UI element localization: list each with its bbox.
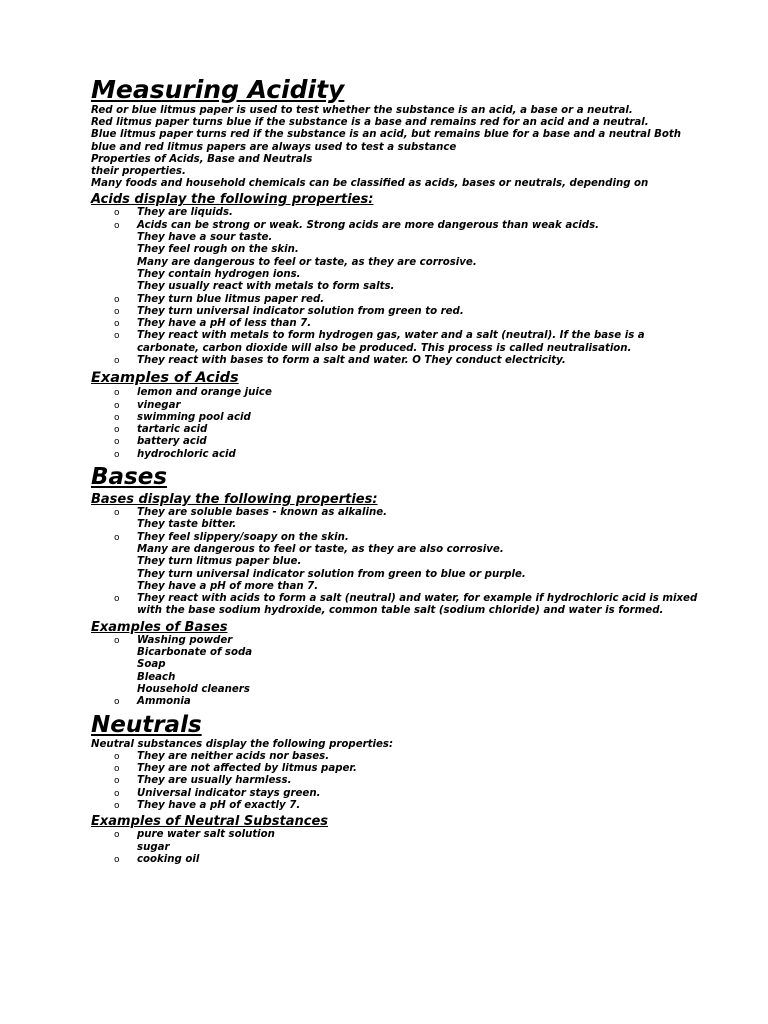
list-item xyxy=(91,556,708,568)
list-item xyxy=(91,829,708,841)
list-item-text: lemon and orange juice xyxy=(137,387,272,399)
list-item xyxy=(91,294,708,306)
list-item-text: cooking oil xyxy=(137,853,200,865)
list-item xyxy=(91,672,708,684)
bullet-icon: o xyxy=(114,854,120,865)
list-item-text: tartaric acid xyxy=(137,424,208,436)
bullet-icon: o xyxy=(114,830,120,841)
bullet-icon: o xyxy=(114,355,120,366)
bullet-icon: o xyxy=(114,220,120,231)
bullet-icon: o xyxy=(114,294,120,305)
bullet-icon: o xyxy=(114,449,120,460)
intro-block xyxy=(91,105,708,190)
bullet-icon: o xyxy=(114,388,120,399)
list-item-text: They feel slippery/soapy on the skin. xyxy=(137,531,349,543)
bullet-icon: o xyxy=(114,331,120,342)
list-item xyxy=(91,436,708,448)
intro-paragraph: Red litmus paper turns blue if the substance is a base and remains red for an acid and a neutral. xyxy=(91,117,649,129)
list-item-text: They react with acids to form a salt (neutral) and water, for example if hydrochloric acid is mixed with the base sodium hydroxide, common table salt (sodium chloride) and water is formed. xyxy=(137,593,698,617)
list-item-text: battery acid xyxy=(137,436,207,448)
bullet-icon: o xyxy=(114,764,120,775)
bullet-icon: o xyxy=(114,532,120,543)
list-item-text: They feel rough on the skin. xyxy=(137,244,299,256)
list-item-text: Acids can be strong or weak. Strong acids are more dangerous than weak acids. xyxy=(137,219,600,231)
list-item-text: They contain hydrogen ions. xyxy=(137,268,301,280)
list-item-text: Ammonia xyxy=(137,696,191,708)
acid-examples-list xyxy=(91,387,708,461)
page-title: Measuring Acidity xyxy=(91,75,345,104)
list-item xyxy=(91,207,708,219)
bullet-icon: o xyxy=(114,412,120,423)
acids-properties-heading: Acids display the following properties: xyxy=(91,192,374,208)
list-item xyxy=(91,269,708,281)
list-item-text: Household cleaners xyxy=(137,683,250,695)
list-item xyxy=(91,232,708,244)
intro-paragraph: their properties. xyxy=(91,166,186,178)
list-item-text: They usually react with metals to form salts. xyxy=(137,281,395,293)
list-item-text: They are liquids. xyxy=(137,207,233,219)
list-item xyxy=(91,775,708,787)
list-item-text: swimming pool acid xyxy=(137,411,251,423)
list-item xyxy=(91,800,708,812)
bullet-icon: o xyxy=(114,635,120,646)
list-item-text: Bleach xyxy=(137,671,176,683)
bullet-icon: o xyxy=(114,208,120,219)
list-item xyxy=(91,788,708,800)
base-examples-heading: Examples of Bases xyxy=(91,619,228,635)
intro-paragraph: Red or blue litmus paper is used to test whether the substance is an acid, a base or a neutral. xyxy=(91,105,633,116)
intro-paragraph: Blue litmus paper turns red if the substance is an acid, but remains blue for a base and a neutral Both blue and red litmus papers are always used to test a substance xyxy=(91,129,681,153)
list-item xyxy=(91,318,708,330)
bases-properties-list xyxy=(91,507,708,618)
list-item xyxy=(91,684,708,696)
list-item xyxy=(91,544,708,556)
list-item xyxy=(91,581,708,593)
list-item-text: sugar xyxy=(137,841,170,853)
list-item xyxy=(91,281,708,293)
list-item-text: They react with bases to form a salt and water. O They conduct electricity. xyxy=(137,354,566,366)
bullet-icon: o xyxy=(114,594,120,605)
list-item-text: They have a pH of more than 7. xyxy=(137,580,319,592)
list-item-text: Bicarbonate of soda xyxy=(137,647,253,659)
list-item xyxy=(91,532,708,544)
list-item xyxy=(91,569,708,581)
list-item xyxy=(91,387,708,399)
bases-title: Bases xyxy=(91,464,168,491)
list-item xyxy=(91,257,708,269)
list-item xyxy=(91,854,708,866)
bases-properties-heading: Bases display the following properties: xyxy=(91,492,378,508)
list-item xyxy=(91,220,708,232)
list-item-text: They are not affected by litmus paper. xyxy=(137,763,357,775)
list-item-text: Washing powder xyxy=(137,634,233,646)
list-item xyxy=(91,244,708,256)
list-item-text: They have a pH of less than 7. xyxy=(137,318,312,330)
bullet-icon: o xyxy=(114,800,120,811)
list-item-text: Universal indicator stays green. xyxy=(137,787,321,799)
list-item-text: Many are dangerous to feel or taste, as they are corrosive. xyxy=(137,256,477,268)
list-item-text: hydrochloric acid xyxy=(137,448,236,460)
list-item xyxy=(91,306,708,318)
list-item xyxy=(91,424,708,436)
neutrals-properties-list xyxy=(91,751,708,812)
list-item-text: They taste bitter. xyxy=(137,519,237,531)
list-item xyxy=(91,449,708,461)
bullet-icon: o xyxy=(114,788,120,799)
list-item-text: Many are dangerous to feel or taste, as they are also corrosive. xyxy=(137,543,504,555)
list-item-text: pure water salt solution xyxy=(137,829,275,841)
list-item xyxy=(91,763,708,775)
list-item xyxy=(91,412,708,424)
bullet-icon: o xyxy=(114,306,120,317)
bullet-icon: o xyxy=(114,697,120,708)
bullet-icon: o xyxy=(114,508,120,519)
list-item-text: They turn universal indicator solution from green to blue or purple. xyxy=(137,568,526,580)
intro-paragraph: Properties of Acids, Base and Neutrals xyxy=(91,153,313,165)
list-item-text: They are usually harmless. xyxy=(137,775,292,787)
neutral-examples-list xyxy=(91,829,708,866)
neutrals-intro: Neutral substances display the following properties: xyxy=(91,738,394,750)
list-item xyxy=(91,647,708,659)
list-item xyxy=(91,519,708,531)
bullet-icon: o xyxy=(114,776,120,787)
list-item-text: They are neither acids nor bases. xyxy=(137,750,330,762)
list-item-text: They turn litmus paper blue. xyxy=(137,556,302,568)
bullet-icon: o xyxy=(114,425,120,436)
list-item xyxy=(91,330,708,355)
list-item-text: They turn universal indicator solution from green to red. xyxy=(137,305,464,317)
list-item-text: They react with metals to form hydrogen gas, water and a salt (neutral). If the base is a carbonate, carbon dioxide will also be produced. This process is called neutralisation. xyxy=(137,330,645,354)
list-item xyxy=(91,507,708,519)
neutrals-title: Neutrals xyxy=(91,711,202,738)
bullet-icon: o xyxy=(114,319,120,330)
neutral-examples-heading: Examples of Neutral Substances xyxy=(91,814,329,830)
list-item xyxy=(91,751,708,763)
list-item xyxy=(91,355,708,367)
list-item-text: Soap xyxy=(137,659,166,671)
list-item-text: vinegar xyxy=(137,399,181,411)
list-item-text: They are soluble bases - known as alkaline. xyxy=(137,507,387,519)
list-item-text: They turn blue litmus paper red. xyxy=(137,293,325,305)
list-item xyxy=(91,696,708,708)
acid-examples-heading: Examples of Acids xyxy=(91,370,239,387)
bullet-icon: o xyxy=(114,437,120,448)
list-item xyxy=(91,635,708,647)
intro-paragraph: Many foods and household chemicals can be classified as acids, bases or neutrals, depending on xyxy=(91,178,649,190)
list-item xyxy=(91,593,708,618)
list-item xyxy=(91,842,708,854)
list-item-text: They have a sour taste. xyxy=(137,232,273,244)
list-item-text: They have a pH of exactly 7. xyxy=(137,799,301,811)
bullet-icon: o xyxy=(114,751,120,762)
list-item xyxy=(91,659,708,671)
list-item xyxy=(91,400,708,412)
acids-properties-list xyxy=(91,207,708,367)
base-examples-list xyxy=(91,635,708,709)
bullet-icon: o xyxy=(114,400,120,411)
